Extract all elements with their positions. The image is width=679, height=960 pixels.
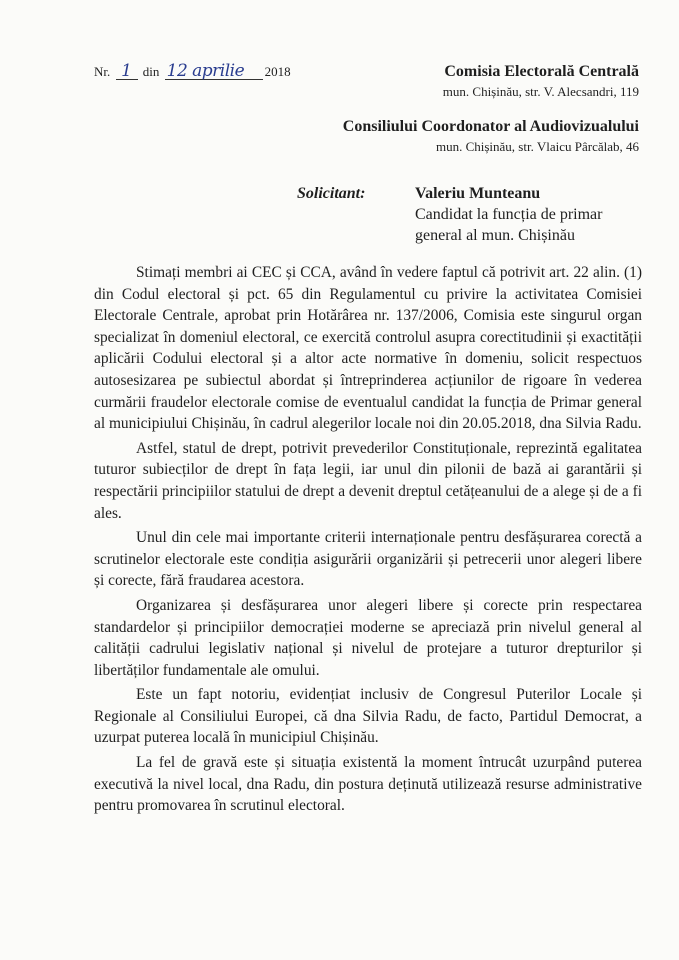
handwritten-date: 12 aprilie [165,64,263,80]
recipient-name: Consiliului Coordonator al Audiovizualului [342,118,639,135]
din-label: din [142,64,160,79]
handwritten-number: 1 [116,64,138,80]
paragraph: La fel de gravă este și situația existentă la moment întrucât uzurpând puterea executivă la nivel local, dna Radu, din postura deținută utilizează resurse administrative pentru promovarea în scrutinul electoral. [94,754,642,815]
recipient-cec [443,62,639,101]
nr-label: Nr. [94,64,111,79]
paragraph: Este un fapt notoriu, evidențiat inclusiv de Congresul Puterilor Locale și Regionale al Consiliului Europei, că dna Silvia Radu, de facto, Partidul Democrat, a uzurpat puterea locală în municipiul Chișinău. [94,686,642,747]
year: 2018 [264,64,291,79]
recipient-address: mun. Chișinău, str. Vlaicu Pârcălab, 46 [435,139,639,154]
paragraph: Astfel, statul de drept, potrivit prevederilor Constituționale, reprezintă egalitatea tuturor subiecților de drept în fața legii, iar unul din pilonii de bază ai garantării și respectării principiilor statului de drept a devenit dreptul cetățeanului de a alege și de a fi ales. [94,439,642,522]
recipient-name: Comisia Electorală Centrală [444,63,639,80]
solicitant-label: Solicitant: [297,185,366,202]
solicitant-role: Candidat la funcția de primar general al mun. Chișinău [415,206,603,244]
paragraph: Stimați membri ai CEC și CCA, având în vedere faptul că potrivit art. 22 alin. (1) din Codul electoral și pct. 65 din Regulamentul cu privire la activitatea Comisiei Electorale Centrale, aprobat prin Hotărârea nr. 137/2006, Comisia este singurul organ specializat în domeniul electoral, ce exercită controlul asupra corectitudinii și exactității aplicării Codului electoral și a altor acte normative în domeniu, solicit respectuos autosesizarea pe subiectul abordat și întreprinderea acțiunilor de rigoare în vederea curmării fraudelor electorale comise de eventualul candidat la funcția de Primar general al municipiului Chișinău, în cadrul alegerilor locale noi din 20.05.2018, dna Silvia Radu. [94,264,642,433]
paragraph: Organizarea și desfășurarea unor alegeri libere și corecte prin respectarea standardelor și principiilor democrației moderne se apreciază prin nivelul general al calității cadrului legislativ național și nivelul de protejare a tuturor drepturilor și libertăților fundamentale ale omului. [94,596,642,679]
paragraph: Unul din cele mai importante criterii internaționale pentru desfășurarea corectă a scrutinelor electorale este condiția asigurării organizării și petrecerii unor alegeri libere și corecte, fără fraudarea acestora. [94,529,642,590]
solicitant-name: Valeriu Munteanu [415,185,541,202]
recipient-cca [343,117,639,156]
letter-body [94,262,642,820]
reference-line [94,61,291,81]
recipient-address: mun. Chișinău, str. V. Alecsandri, 119 [442,84,639,99]
